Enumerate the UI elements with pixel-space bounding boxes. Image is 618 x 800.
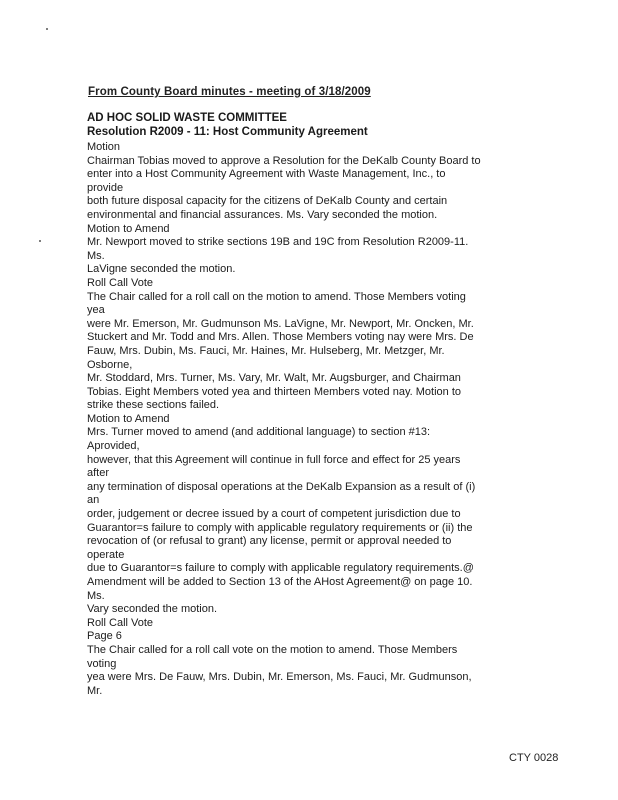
minutes-line: LaVigne seconded the motion. bbox=[87, 263, 236, 276]
minutes-line: environmental and financial assurances. Ms. Vary seconded the motion. bbox=[87, 208, 438, 221]
minutes-line: order, judgement or decree issued by a court of competent jurisdiction due to bbox=[87, 508, 461, 521]
minutes-line: however, that this Agreement will continue in full force and effect for 25 years bbox=[87, 453, 461, 466]
minutes-line: Mr. Stoddard, Mrs. Turner, Ms. Vary, Mr. Walt, Mr. Augsburger, and Chairman bbox=[87, 372, 461, 385]
minutes-line: Mr. bbox=[87, 684, 103, 697]
minutes-line: Tobias. Eight Members voted yea and thirteen Members voted nay. Motion to bbox=[87, 385, 461, 398]
bates-number: CTY 0028 bbox=[509, 752, 559, 764]
minutes-line: Chairman Tobias moved to approve a Resolution for the DeKalb County Board to bbox=[87, 154, 481, 167]
minutes-line: voting bbox=[87, 657, 117, 670]
minutes-line: Roll Call Vote bbox=[87, 616, 154, 629]
minutes-line: Motion to Amend bbox=[87, 222, 170, 235]
minutes-line: Mrs. Turner moved to amend (and additional language) to section #13: bbox=[87, 426, 431, 439]
minutes-line: any termination of disposal operations at the DeKalb Expansion as a result of (i) bbox=[87, 480, 476, 493]
minutes-line: yea bbox=[87, 304, 105, 317]
minutes-body bbox=[87, 141, 557, 698]
minutes-line: Mr. Newport moved to strike sections 19B and 19C from Resolution R2009-11. bbox=[87, 236, 469, 249]
minutes-line: The Chair called for a roll call vote on the motion to amend. Those Members bbox=[87, 643, 458, 656]
minutes-line: The Chair called for a roll call on the motion to amend. Those Members voting bbox=[87, 290, 466, 303]
minutes-line: both future disposal capacity for the citizens of DeKalb County and certain bbox=[87, 195, 448, 208]
minutes-line: yea were Mrs. De Fauw, Mrs. Dubin, Mr. Emerson, Ms. Fauci, Mr. Gudmunson, bbox=[87, 671, 472, 684]
minutes-line: revocation of (or refusal to grant) any license, permit or approval needed to bbox=[87, 535, 452, 548]
minutes-line: enter into a Host Community Agreement with Waste Management, Inc., to bbox=[87, 168, 446, 181]
minutes-line: Vary seconded the motion. bbox=[87, 603, 218, 616]
minutes-line: Roll Call Vote bbox=[87, 276, 154, 289]
minutes-line: Fauw, Mrs. Dubin, Ms. Fauci, Mr. Haines, Mr. Hulseberg, Mr. Metzger, Mr. bbox=[87, 344, 445, 357]
minutes-source-header: From County Board minutes - meeting of 3/18/2009 bbox=[88, 86, 371, 98]
minutes-line: Page 6 bbox=[87, 630, 122, 643]
minutes-line: Aprovided, bbox=[87, 440, 140, 453]
minutes-line: Motion bbox=[87, 141, 121, 153]
minutes-line: Stuckert and Mr. Todd and Mrs. Allen. Those Members voting nay were Mrs. De bbox=[87, 331, 474, 344]
committee-title: AD HOC SOLID WASTE COMMITTEE bbox=[87, 112, 287, 124]
resolution-title: Resolution R2009 - 11: Host Community Agreement bbox=[87, 126, 368, 138]
minutes-line: provide bbox=[87, 181, 124, 194]
minutes-line: after bbox=[87, 467, 110, 480]
scan-speck bbox=[46, 28, 48, 30]
minutes-line: Amendment will be added to Section 13 of the AHost Agreement@ on page 10. bbox=[87, 576, 473, 588]
minutes-line: due to Guarantor=s failure to comply with applicable regulatory requirements.@ bbox=[87, 562, 474, 575]
minutes-line: Ms. bbox=[87, 589, 105, 602]
minutes-line: an bbox=[87, 494, 100, 507]
minutes-line: Guarantor=s failure to comply with applicable regulatory requirements or (ii) the bbox=[87, 521, 473, 534]
minutes-line: Osborne, bbox=[87, 358, 133, 371]
minutes-line: Ms. bbox=[87, 249, 105, 262]
minutes-line: strike these sections failed. bbox=[87, 399, 220, 412]
minutes-line: Motion to Amend bbox=[87, 412, 170, 425]
minutes-line: operate bbox=[87, 548, 125, 561]
minutes-line: were Mr. Emerson, Mr. Gudmunson Ms. LaVigne, Mr. Newport, Mr. Oncken, Mr. bbox=[87, 317, 474, 330]
scan-speck bbox=[39, 240, 41, 242]
